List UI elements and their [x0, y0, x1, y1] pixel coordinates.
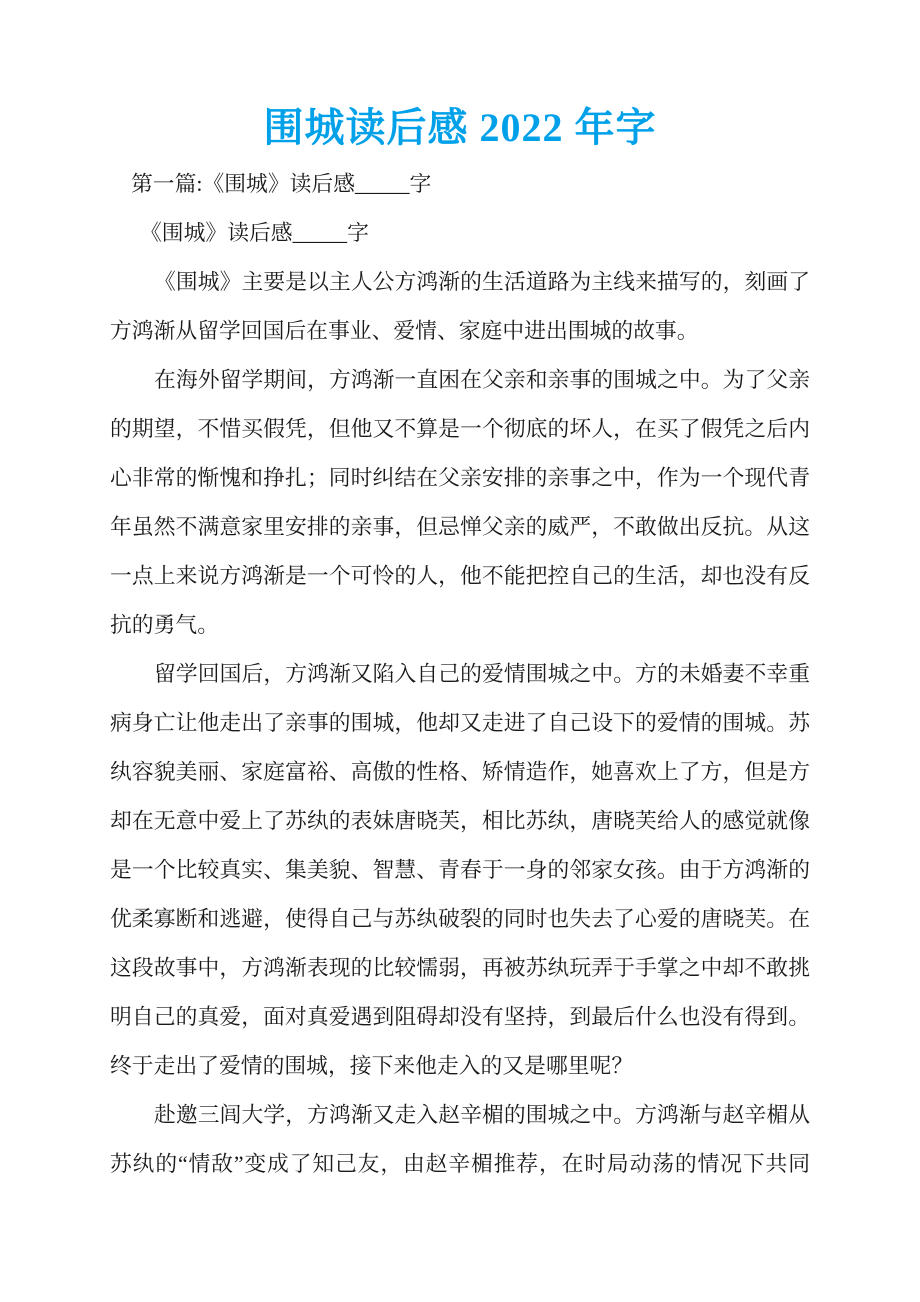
text-line: 的期望，不惜买假凭，但他又不算是一个彻底的坏人，在买了假凭之后内: [110, 417, 810, 441]
document-title: 围城读后感 2022 年字: [263, 105, 657, 150]
text-line: 是一个比较真实、集美貌、智慧、青春于一身的邻家女孩。由于方鸿渐的: [110, 858, 810, 882]
text-line: 优柔寡断和逃避，使得自己与苏纨破裂的同时也失去了心爱的唐晓芙。在: [110, 907, 810, 931]
text-line: 终于走出了爱情的围城，接下来他走入的又是哪里呢？: [110, 1054, 634, 1078]
text-line: 这段故事中，方鸿渐表现的比较懦弱，再被苏纨玩弄于手掌之中却不敢挑: [110, 956, 810, 980]
text-line: 病身亡让他走出了亲事的围城，他却又走进了自己设下的爱情的围城。苏: [110, 711, 810, 735]
text-line: 留学回国后，方鸿渐又陷入自己的爱情围城之中。方的未婚妻不幸重: [154, 662, 810, 686]
document-body: [110, 160, 810, 1189]
text-line: 年虽然不满意家里安排的亲事，但忌惮父亲的威严，不敢做出反抗。从这: [110, 515, 810, 539]
text-line: 明自己的真爱，面对真爱遇到阻碍却没有坚持，到最后什么也没有得到。: [110, 1005, 810, 1029]
text-line: 苏纨的“情敌”变成了知己友，由赵辛楣推荐，在时局动荡的情况下共同: [110, 1152, 810, 1176]
text-line: 方鸿渐从留学回国后在事业、爱情、家庭中进出围城的故事。: [110, 319, 699, 343]
text-line: 心非常的惭愧和挣扎；同时纠结在父亲安排的亲事之中，作为一个现代青: [110, 466, 810, 490]
text-line: 《围城》主要是以主人公方鸿渐的生活道路为主线来描写的，刻画了: [154, 270, 810, 294]
text-line: 在海外留学期间，方鸿渐一直困在父亲和亲事的围城之中。为了父亲: [154, 368, 810, 392]
heading-line-first-essay: 第一篇:《围城》读后感_____字: [131, 172, 432, 196]
text-line: 赴邀三闾大学，方鸿渐又走入赵辛楣的围城之中。方鸿渐与赵辛楣从: [154, 1103, 810, 1127]
text-line: 抗的勇气。: [110, 613, 219, 637]
text-line: 却在无意中爱上了苏纨的表妹唐晓芙，相比苏纨，唐晓芙给人的感觉就像: [110, 809, 810, 833]
heading-line-subtitle: 《围城》读后感_____字: [140, 221, 369, 245]
text-line: 纨容貌美丽、家庭富裕、高傲的性格、矫情造作，她喜欢上了方，但是方: [110, 760, 810, 784]
text-line: 一点上来说方鸿渐是一个可怜的人，他不能把控自己的生活，却也没有反: [110, 564, 810, 588]
